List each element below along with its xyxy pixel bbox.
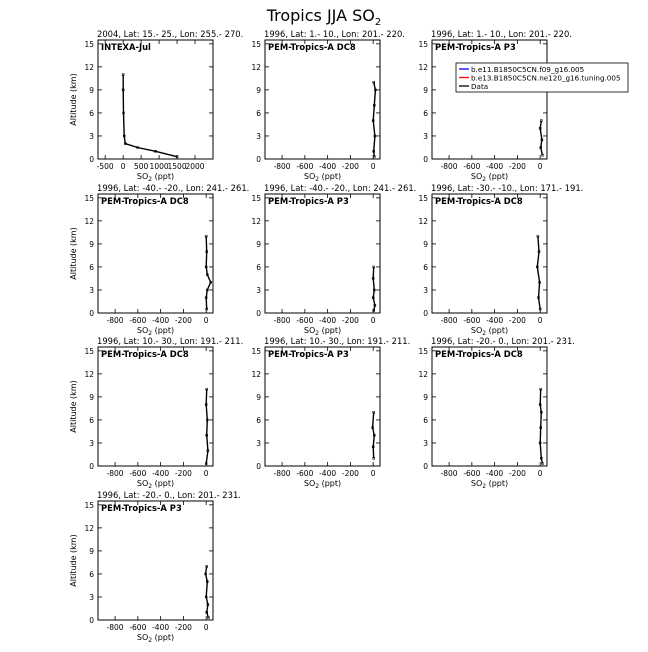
x-tick-label: -400 — [486, 316, 504, 325]
x-tick-label: 0 — [203, 316, 209, 325]
campaign-label: INTEXA-Jul — [101, 42, 151, 52]
x-tick-label: -200 — [508, 316, 526, 325]
x-tick-label: -400 — [319, 469, 337, 478]
panel-4 — [69, 183, 249, 337]
x-tick-label: 0 — [203, 469, 209, 478]
x-tick-label: -800 — [273, 316, 291, 325]
y-tick-label: 0 — [89, 462, 94, 471]
x-tick-label: 1500 — [167, 162, 187, 171]
y-tick-label: 12 — [251, 369, 261, 379]
y-tick-label: 15 — [418, 39, 428, 49]
y-axis-label: Altitude (km) — [69, 534, 78, 587]
data-line — [540, 121, 542, 156]
x-tick-label: -800 — [440, 469, 458, 478]
x-tick-label: 0 — [120, 162, 126, 171]
legend-label: Data — [471, 81, 489, 91]
x-tick-label: -500 — [96, 162, 114, 171]
y-tick-label: 3 — [256, 131, 261, 141]
x-tick-label: 1000 — [149, 162, 169, 171]
y-tick-label: 0 — [256, 462, 261, 471]
plot-frame — [265, 347, 380, 466]
x-tick-label: -200 — [174, 623, 192, 632]
x-tick-label: -800 — [106, 469, 124, 478]
x-tick-label: 500 — [133, 162, 149, 171]
x-tick-label: -600 — [296, 316, 314, 325]
panel-3 — [418, 29, 571, 183]
y-tick-label: 15 — [84, 193, 94, 203]
x-tick-label: -400 — [486, 162, 504, 171]
campaign-label: PEM-Tropics-A DC8 — [435, 349, 523, 359]
y-tick-label: 0 — [256, 155, 261, 164]
x-tick-label: -600 — [129, 469, 147, 478]
legend-label: b.e11.B1850C5CN.f09_g16.005 — [471, 64, 585, 74]
x-tick-label: -200 — [174, 469, 192, 478]
legend — [456, 63, 628, 92]
y-tick-label: 9 — [89, 239, 94, 249]
x-axis-label: $SO_2$ (ppt) — [470, 326, 509, 337]
y-tick-label: 12 — [84, 369, 94, 379]
y-tick-label: 3 — [423, 285, 428, 295]
x-tick-label: 0 — [370, 162, 376, 171]
y-tick-label: 9 — [89, 546, 94, 556]
panel-10 — [69, 490, 241, 644]
panel-header: 1996, Lat: -20.- 0., Lon: 201.- 231. — [431, 336, 575, 346]
y-tick-label: 9 — [89, 85, 94, 95]
panel-header: 1996, Lat: 10.- 30., Lon: 191.- 211. — [264, 336, 411, 346]
x-tick-label: -400 — [319, 316, 337, 325]
plot-frame — [265, 40, 380, 159]
legend-label: b.e13.B1850C5CN.ne120_g16.tuning.005 — [471, 73, 621, 83]
panel-6 — [418, 183, 583, 337]
x-axis-label: $SO_2$ (ppt) — [136, 479, 175, 490]
y-tick-label: 15 — [251, 193, 261, 203]
y-tick-label: 6 — [89, 262, 94, 272]
x-tick-label: -400 — [152, 623, 170, 632]
plot-frame — [265, 194, 380, 313]
x-axis-label: $SO_2$ (ppt) — [136, 326, 175, 337]
campaign-label: PEM-Tropics-A DC8 — [101, 349, 189, 359]
y-tick-label: 6 — [256, 108, 261, 118]
y-tick-label: 9 — [256, 239, 261, 249]
x-tick-label: 0 — [203, 623, 209, 632]
x-tick-label: -200 — [508, 469, 526, 478]
panel-header: 2004, Lat: 15.- 25., Lon: 255.- 270. — [97, 29, 244, 39]
y-tick-label: 3 — [423, 131, 428, 141]
y-axis-label: Altitude (km) — [69, 227, 78, 280]
y-tick-label: 12 — [418, 369, 428, 379]
x-tick-label: 0 — [537, 316, 543, 325]
plot-frame — [98, 501, 213, 620]
x-tick-label: -800 — [440, 162, 458, 171]
data-line — [206, 236, 211, 309]
y-tick-label: 0 — [423, 155, 428, 164]
y-tick-label: 6 — [89, 415, 94, 425]
campaign-label: PEM-Tropics-A DC8 — [268, 42, 356, 52]
data-line — [206, 389, 208, 464]
y-tick-label: 15 — [84, 39, 94, 49]
y-tick-label: 0 — [423, 462, 428, 471]
x-tick-label: -800 — [106, 316, 124, 325]
y-tick-label: 3 — [256, 438, 261, 448]
x-tick-label: -600 — [463, 316, 481, 325]
plot-frame — [432, 347, 547, 466]
x-tick-label: -600 — [463, 469, 481, 478]
y-tick-label: 12 — [251, 216, 261, 226]
panel-header: 1996, Lat: -20.- 0., Lon: 201.- 231. — [97, 490, 241, 500]
y-tick-label: 12 — [84, 62, 94, 72]
x-tick-label: 0 — [370, 316, 376, 325]
x-axis-label: $SO_2$ (ppt) — [136, 172, 175, 183]
x-tick-label: 0 — [370, 469, 376, 478]
plot-frame — [98, 347, 213, 466]
x-axis-label: $SO_2$ (ppt) — [303, 479, 342, 490]
y-tick-label: 6 — [423, 262, 428, 272]
x-tick-label: 0 — [537, 469, 543, 478]
plot-frame — [98, 40, 213, 159]
x-tick-label: -200 — [341, 316, 359, 325]
y-tick-label: 3 — [89, 592, 94, 602]
x-tick-label: -200 — [174, 316, 192, 325]
x-tick-label: -800 — [440, 316, 458, 325]
data-line — [537, 236, 540, 309]
panel-8 — [251, 336, 410, 490]
y-tick-label: 9 — [256, 85, 261, 95]
panel-7 — [69, 336, 243, 490]
x-tick-label: 2000 — [185, 162, 205, 171]
y-tick-label: 15 — [418, 193, 428, 203]
y-tick-label: 9 — [423, 392, 428, 402]
plot-frame — [432, 194, 547, 313]
panel-header: 1996, Lat: -40.- -20., Lon: 241.- 261. — [264, 183, 417, 193]
figure-title-subscript: 2 — [374, 17, 382, 29]
x-axis-label: $SO_2$ (ppt) — [470, 479, 509, 490]
y-axis-label: Altitude (km) — [69, 73, 78, 126]
x-tick-label: -800 — [273, 469, 291, 478]
y-tick-label: 3 — [256, 285, 261, 295]
y-tick-label: 9 — [423, 239, 428, 249]
y-tick-label: 6 — [89, 108, 94, 118]
data-line — [206, 566, 209, 617]
x-tick-label: -200 — [508, 162, 526, 171]
figure-title-text: Tropics JJA SO — [266, 6, 375, 25]
campaign-label: PEM-Tropics-A DC8 — [435, 196, 523, 206]
x-tick-label: -600 — [129, 623, 147, 632]
y-tick-label: 3 — [89, 131, 94, 141]
y-tick-label: 0 — [89, 155, 94, 164]
figure-title — [0, 6, 648, 28]
y-tick-label: 6 — [256, 262, 261, 272]
y-tick-label: 12 — [84, 523, 94, 533]
x-tick-label: -800 — [273, 162, 291, 171]
panel-header: 1996, Lat: -30.- -10., Lon: 171.- 191. — [431, 183, 584, 193]
x-tick-label: -600 — [296, 162, 314, 171]
x-tick-label: -600 — [129, 316, 147, 325]
panel-header: 1996, Lat: -40.- -20., Lon: 241.- 261. — [97, 183, 250, 193]
y-tick-label: 6 — [423, 415, 428, 425]
campaign-label: PEM-Tropics-A DC8 — [101, 196, 189, 206]
panel-header: 1996, Lat: 10.- 30., Lon: 191.- 211. — [97, 336, 244, 346]
x-tick-label: -400 — [486, 469, 504, 478]
campaign-label: PEM-Tropics-A P3 — [435, 42, 516, 52]
panel-5 — [251, 183, 416, 337]
y-tick-label: 9 — [89, 392, 94, 402]
panel-1 — [69, 29, 243, 183]
x-tick-label: -200 — [341, 469, 359, 478]
y-tick-label: 6 — [256, 415, 261, 425]
y-axis-label: Altitude (km) — [69, 380, 78, 433]
x-tick-label: -400 — [152, 316, 170, 325]
y-tick-label: 0 — [89, 309, 94, 318]
y-tick-label: 15 — [84, 346, 94, 356]
y-tick-label: 12 — [418, 62, 428, 72]
y-tick-label: 15 — [418, 346, 428, 356]
x-tick-label: -800 — [106, 623, 124, 632]
x-tick-label: -400 — [152, 469, 170, 478]
y-tick-label: 12 — [418, 216, 428, 226]
y-tick-label: 0 — [89, 616, 94, 625]
campaign-label: PEM-Tropics-A P3 — [268, 196, 349, 206]
y-tick-label: 3 — [423, 438, 428, 448]
campaign-label: PEM-Tropics-A P3 — [268, 349, 349, 359]
y-tick-label: 12 — [251, 62, 261, 72]
y-tick-label: 12 — [84, 216, 94, 226]
y-tick-label: 9 — [256, 392, 261, 402]
y-tick-label: 0 — [423, 309, 428, 318]
x-tick-label: -600 — [296, 469, 314, 478]
plot-frame — [98, 194, 213, 313]
campaign-label: PEM-Tropics-A P3 — [101, 503, 182, 513]
panel-2 — [251, 29, 404, 183]
y-tick-label: 15 — [251, 39, 261, 49]
x-axis-label: $SO_2$ (ppt) — [303, 172, 342, 183]
y-tick-label: 6 — [89, 569, 94, 579]
y-tick-label: 3 — [89, 438, 94, 448]
plot-frame — [432, 40, 547, 159]
y-tick-label: 3 — [89, 285, 94, 295]
y-tick-label: 6 — [423, 108, 428, 118]
x-tick-label: -600 — [463, 162, 481, 171]
y-tick-label: 15 — [84, 500, 94, 510]
panel-header: 1996, Lat: 1.- 10., Lon: 201.- 220. — [264, 29, 405, 39]
data-line — [123, 75, 177, 157]
y-tick-label: 9 — [423, 85, 428, 95]
x-axis-label: $SO_2$ (ppt) — [136, 633, 175, 644]
x-tick-label: -200 — [341, 162, 359, 171]
panel-header: 1996, Lat: 1.- 10., Lon: 201.- 220. — [431, 29, 572, 39]
y-tick-label: 0 — [256, 309, 261, 318]
panel-9 — [418, 336, 575, 490]
x-tick-label: -400 — [319, 162, 337, 171]
y-tick-label: 15 — [251, 346, 261, 356]
x-axis-label: $SO_2$ (ppt) — [303, 326, 342, 337]
x-tick-label: 0 — [537, 162, 543, 171]
x-axis-label: $SO_2$ (ppt) — [470, 172, 509, 183]
